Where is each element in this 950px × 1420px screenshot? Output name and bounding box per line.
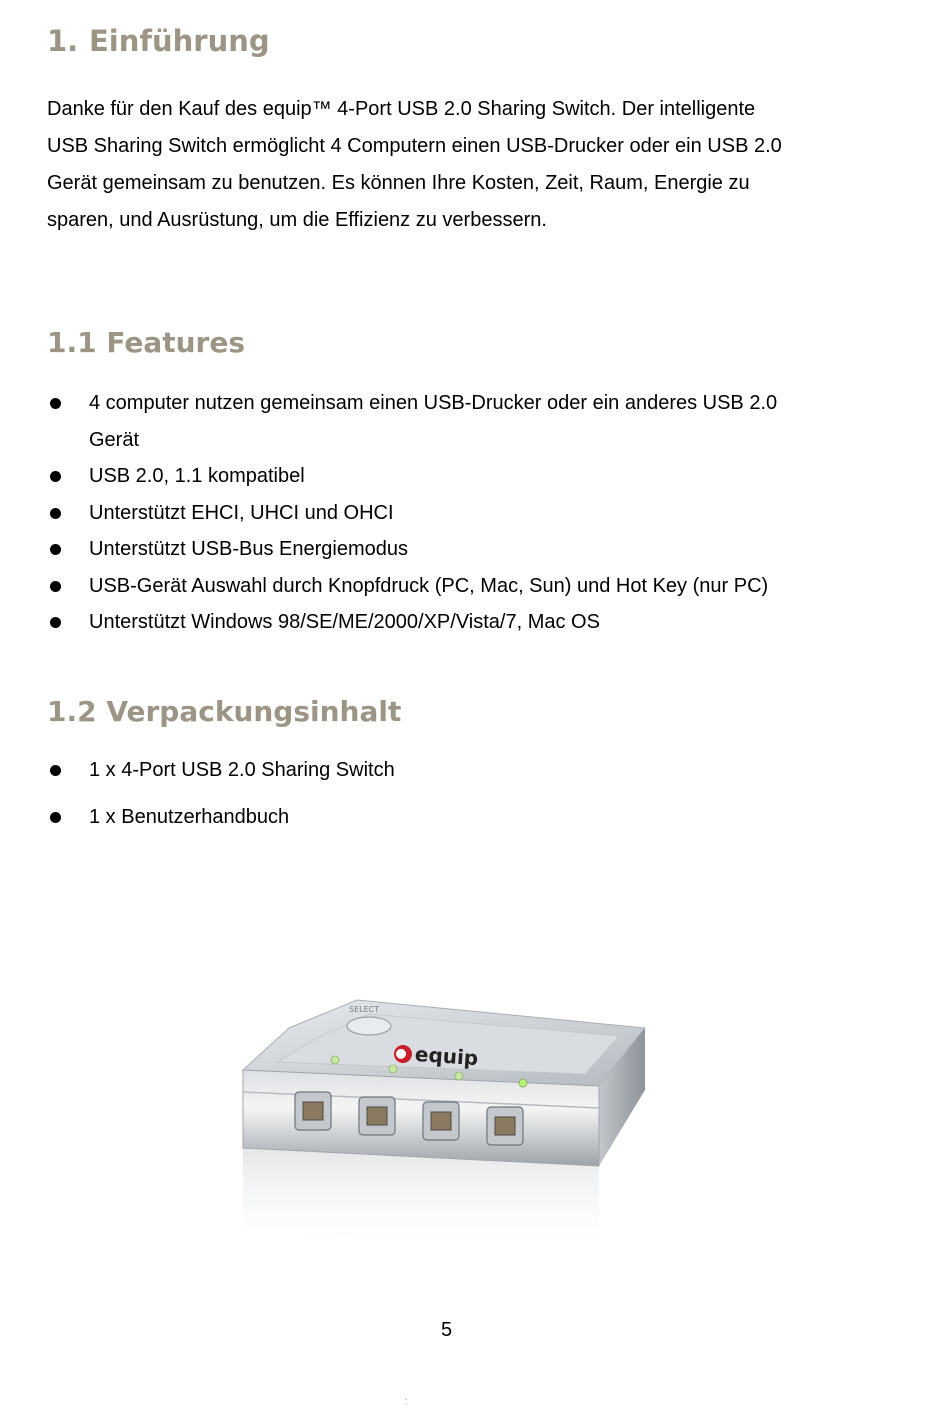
list-item-text: 1 x 4-Port USB 2.0 Sharing Switch [89,759,395,781]
bullet-icon [50,508,61,519]
footer-mark: : [405,1396,408,1406]
package-contents-list [47,747,907,841]
list-item [47,458,907,495]
list-item [47,531,907,568]
section-heading-introduction [47,24,270,58]
bullet-icon [50,581,61,592]
list-item-text: 4 computer nutzen gemeinsam einen USB-Drucker oder ein anderes USB 2.0 [89,392,778,414]
page-number: 5 [440,1319,453,1341]
intro-line: sparen, und Ausrüstung, um die Effizienz zu verbessern. [47,209,547,231]
bullet-icon [50,617,61,628]
led-2-icon [389,1065,397,1073]
list-item-text: Unterstützt USB-Bus Energiemodus [89,538,409,560]
usb-port-3-icon [423,1102,459,1140]
package-contents-heading: 1.2 Verpackungsinhalt [47,695,402,728]
list-item [47,604,907,641]
list-item [47,495,907,532]
list-item [47,385,907,422]
section-number: 1. [47,24,79,58]
features-heading: 1.1 Features [47,326,246,359]
intro-paragraph [47,91,867,239]
list-item [47,794,907,841]
usb-sharing-switch-image [237,970,657,1260]
section-title: Einführung [89,24,270,58]
list-item-text: Unterstützt Windows 98/SE/ME/2000/XP/Vista/7, Mac OS [89,611,600,633]
list-item-text: USB 2.0, 1.1 kompatibel [89,465,305,487]
list-item [47,568,907,605]
list-item [47,747,907,794]
led-4-icon [519,1079,527,1087]
bullet-icon [50,765,61,776]
bullet-icon [50,398,61,409]
features-list [47,385,907,641]
list-item-text: Gerät [89,428,140,451]
led-1-icon [331,1056,339,1064]
intro-line: Danke für den Kauf des equip™ 4-Port USB 2.0 Sharing Switch. Der intelligente [47,98,756,120]
bullet-icon [50,544,61,555]
select-button-label: SELECT [349,1005,380,1014]
usb-port-4-icon [487,1107,523,1145]
select-button-icon [347,1017,391,1035]
list-item-text: Unterstützt EHCI, UHCI und OHCI [89,501,394,524]
usb-port-1-icon [295,1092,331,1130]
equip-logo-text: equip [414,1041,480,1071]
list-item-text: 1 x Benutzerhandbuch [89,806,290,828]
usb-port-2-icon [359,1097,395,1135]
led-3-icon [455,1072,463,1080]
bullet-icon [50,471,61,482]
intro-line: Gerät gemeinsam zu benutzen. Es können Ihre Kosten, Zeit, Raum, Energie zu [47,172,750,194]
intro-line: USB Sharing Switch ermöglicht 4 Computern einen USB-Drucker oder ein USB 2.0 [47,135,782,157]
list-item-text: USB-Gerät Auswahl durch Knopfdruck (PC, Mac, Sun) und Hot Key (nur PC) [89,574,769,597]
list-item-continuation [47,422,907,459]
bullet-icon [50,812,61,823]
